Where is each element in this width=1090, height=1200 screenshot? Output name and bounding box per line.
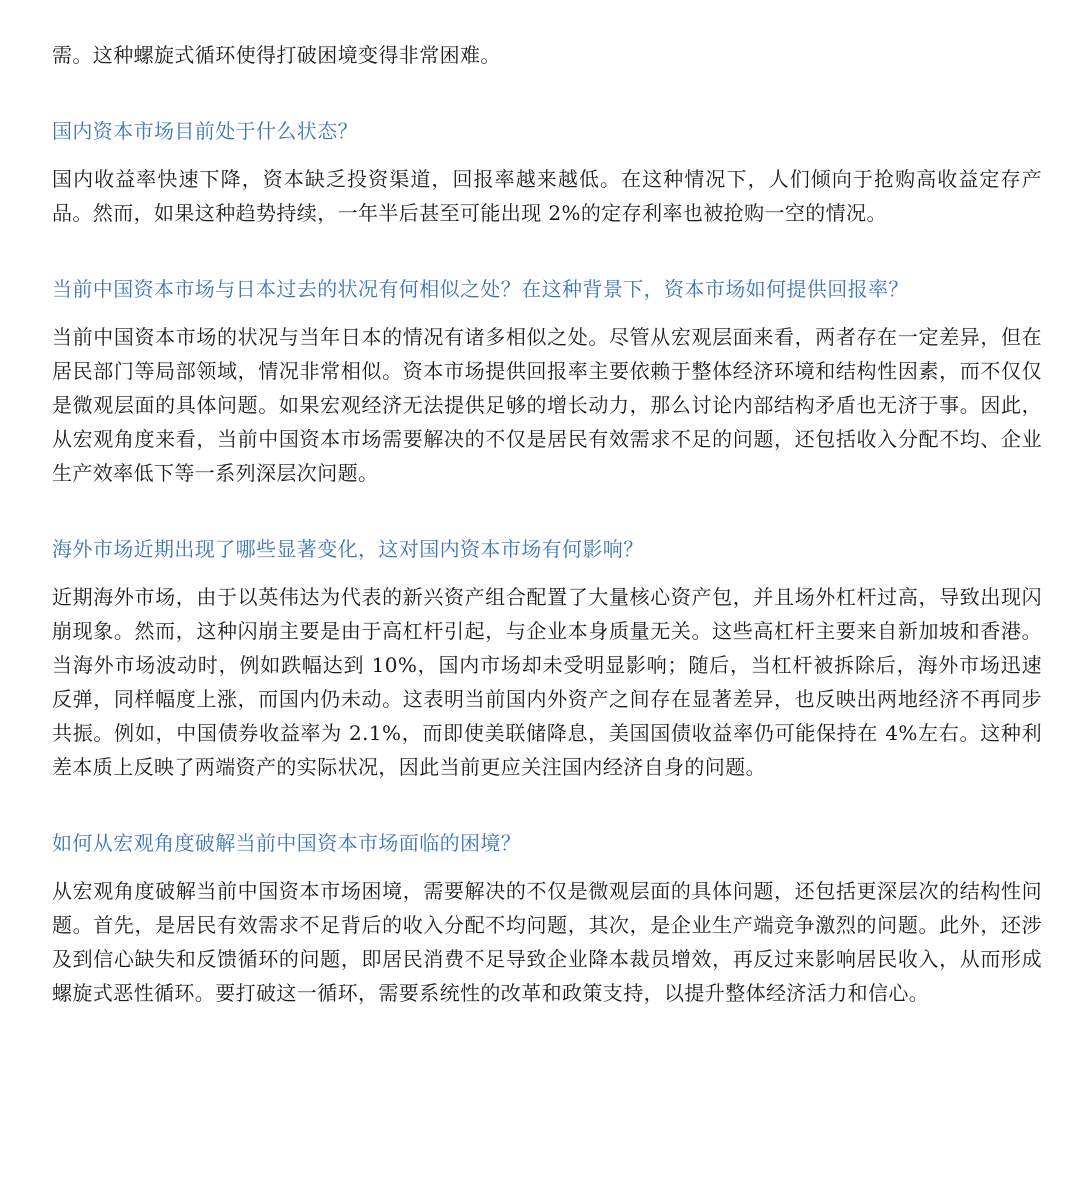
- answer-paragraph-2: 当前中国资本市场的状况与当年日本的情况有诸多相似之处。尽管从宏观层面来看，两者存在一定差异，但在居民部门等局部领域，情况非常相似。资本市场提供回报率主要依赖于整体经济环境和结构性因素，而不仅仅是微观层面的具体问题。如果宏观经济无法提供足够的增长动力，那么讨论内部结构矛盾也无济于事。因此，从宏观角度来看，当前中国资本市场需要解决的不仅是居民有效需求不足的问题，还包括收入分配不均、企业生产效率低下等一系列深层次问题。: [52, 325, 1042, 485]
- document-page: [52, 38, 1042, 1010]
- intro-paragraph-tail: 需。这种螺旋式循环使得打破困境变得非常困难。: [52, 43, 501, 67]
- question-heading-1: 国内资本市场目前处于什么状态？: [52, 119, 358, 143]
- question-heading-4: 如何从宏观角度破解当前中国资本市场面临的困境？: [52, 831, 522, 855]
- question-heading-2: 当前中国资本市场与日本过去的状况有何相似之处？在这种背景下，资本市场如何提供回报率？: [52, 277, 909, 301]
- answer-paragraph-1: 国内收益率快速下降，资本缺乏投资渠道，回报率越来越低。在这种情况下，人们倾向于抢购高收益定存产品。然而，如果这种趋势持续，一年半后甚至可能出现 2%的定存利率也被抢购一空的情况。: [52, 167, 1042, 225]
- answer-paragraph-3: 近期海外市场，由于以英伟达为代表的新兴资产组合配置了大量核心资产包，并且场外杠杆过高，导致出现闪崩现象。然而，这种闪崩主要是由于高杠杆引起，与企业本身质量无关。这些高杠杆主要来自新加坡和香港。当海外市场波动时，例如跌幅达到 10%，国内市场却未受明显影响；随后，当杠杆被拆除后，海外市场迅速反弹，同样幅度上涨，而国内仍未动。这表明当前国内外资产之间存在显著差异，也反映出两地经济不再同步共振。例如，中国债券收益率为 2.1%，而即使美联储降息，美国国债收益率仍可能保持在 4%左右。这种利差本质上反映了两端资产的实际状况，因此当前更应关注国内经济自身的问题。: [52, 585, 1042, 779]
- answer-paragraph-4: 从宏观角度破解当前中国资本市场困境，需要解决的不仅是微观层面的具体问题，还包括更深层次的结构性问题。首先，是居民有效需求不足背后的收入分配不均问题，其次，是企业生产端竞争激烈的问题。此外，还涉及到信心缺失和反馈循环的问题，即居民消费不足导致企业降本裁员增效，再反过来影响居民收入，从而形成螺旋式恶性循环。要打破这一循环，需要系统性的改革和政策支持，以提升整体经济活力和信心。: [52, 879, 1042, 1005]
- question-heading-3: 海外市场近期出现了哪些显著变化，这对国内资本市场有何影响？: [52, 537, 644, 561]
